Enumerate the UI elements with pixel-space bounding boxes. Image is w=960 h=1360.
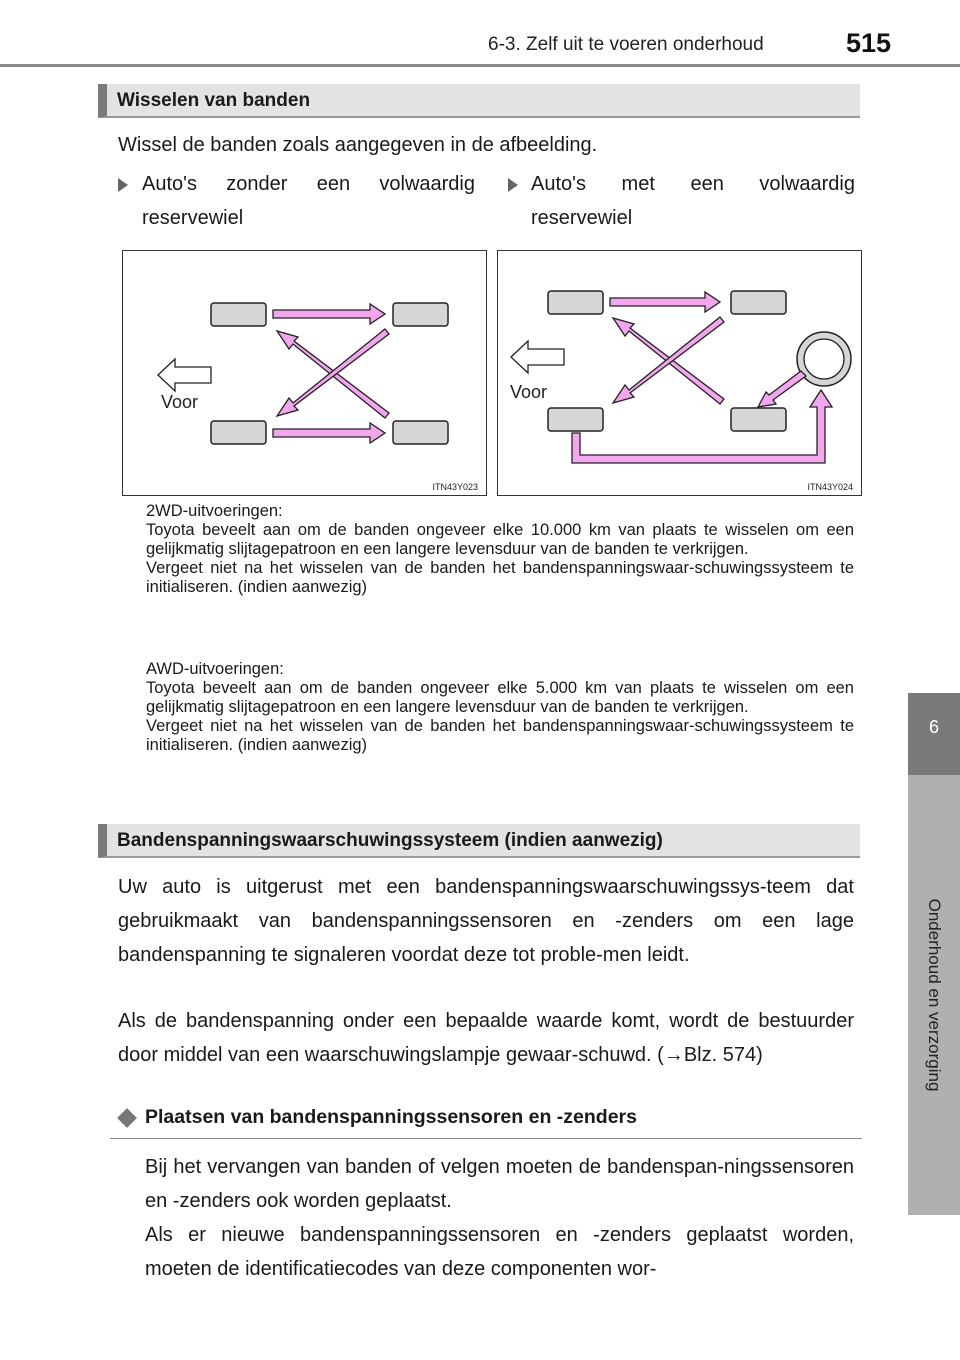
paragraph-tpms-warning: Als de bandenspanning onder een bepaalde waarde komt, wordt de bestuurder door middel van een waarschuwingslampje gewaar-schuwd. (→Blz. 574)	[118, 1010, 854, 1066]
chapter-tab-number	[908, 693, 960, 775]
paragraph-sensors-id: Als er nieuwe bandenspanningssensoren en -zenders geplaatst worden, moeten de identificatiecodes van deze componenten wor-	[145, 1224, 854, 1280]
tire-rotation-figure-without-spare	[122, 250, 487, 496]
tire-rotation-figure-with-spare	[497, 250, 862, 496]
tire-rear-left	[548, 408, 603, 431]
note-paragraph: Vergeet niet na het wisselen van de banden het bandenspanningswaar-schuwingssysteem te initialiseren. (indien aanwezig)	[146, 717, 854, 754]
section-title-bar	[98, 824, 860, 858]
paragraph-tpms-intro: Uw auto is uitgerust met een bandenspanningswaarschuwingssys-teem dat gebruikmaakt van bandenspanningssensoren en -zenders om een lage bandenspanning te signaleren voordat deze tot proble-men leidt.	[118, 876, 854, 966]
chapter-title: Onderhoud en verzorging	[925, 898, 944, 1092]
section-title-bar	[98, 84, 860, 118]
tire-front-left	[548, 291, 603, 314]
tire-front-left	[211, 303, 266, 326]
front-label: Voor	[161, 392, 199, 412]
section-title: Bandenspanningswaarschuwingssysteem (indien aanwezig)	[117, 830, 663, 851]
tire-front-right	[393, 303, 448, 326]
tire-rear-left	[211, 421, 266, 444]
front-arrow-icon	[511, 341, 564, 373]
page-number: 515	[846, 28, 892, 58]
note-awd	[146, 660, 854, 755]
header-divider	[0, 64, 960, 67]
subheading-divider	[110, 1138, 862, 1139]
tire-rear-right	[731, 408, 786, 431]
chapter-number: 6	[928, 717, 939, 737]
tire-front-right	[731, 291, 786, 314]
rotation-diagram	[123, 251, 485, 494]
front-arrow-icon	[158, 359, 211, 391]
note-heading: AWD-uitvoeringen:	[146, 660, 284, 678]
bullet-label-with-spare: Auto's met een volwaardig reservewiel	[531, 173, 855, 229]
note-heading: 2WD-uitvoeringen:	[146, 502, 283, 520]
bullet-arrow-icon	[118, 178, 128, 192]
running-header-section: 6-3. Zelf uit te voeren onderhoud	[488, 34, 764, 55]
diamond-bullet-icon	[117, 1108, 137, 1128]
bullet-arrow-icon	[508, 178, 518, 192]
subheading: Plaatsen van bandenspanningssensoren en -zenders	[145, 1106, 637, 1128]
intro-text: Wissel de banden zoals aangegeven in de afbeelding.	[118, 134, 598, 156]
note-paragraph: Toyota beveelt aan om de banden ongeveer elke 5.000 km van plaats te wisselen om een gelijkmatig slijtagepatroon en een langere levensduur van de banden te verkrijgen.	[146, 679, 854, 716]
note-2wd	[146, 502, 854, 597]
note-paragraph: Toyota beveelt aan om de banden ongeveer elke 10.000 km van plaats te wisselen om een gelijkmatig slijtagepatroon en een langere levensduur van de banden te verkrijgen.	[146, 521, 854, 558]
section-title: Wisselen van banden	[117, 90, 311, 111]
figure-code: ITN43Y024	[807, 482, 853, 492]
chapter-tab-title	[908, 775, 960, 1215]
tire-rear-right	[393, 421, 448, 444]
front-label: Voor	[510, 382, 548, 402]
paragraph-sensors-replace: Bij het vervangen van banden of velgen moeten de bandenspan-ningssensoren en -zenders ook worden geplaatst.	[145, 1156, 854, 1212]
figure-code: ITN43Y023	[432, 482, 478, 492]
note-paragraph: Vergeet niet na het wisselen van de banden het bandenspanningswaar-schuwingssysteem te initialiseren. (indien aanwezig)	[146, 559, 854, 596]
bullet-label-without-spare: Auto's zonder een volwaardig reservewiel	[142, 173, 475, 229]
rotation-diagram	[498, 251, 860, 494]
